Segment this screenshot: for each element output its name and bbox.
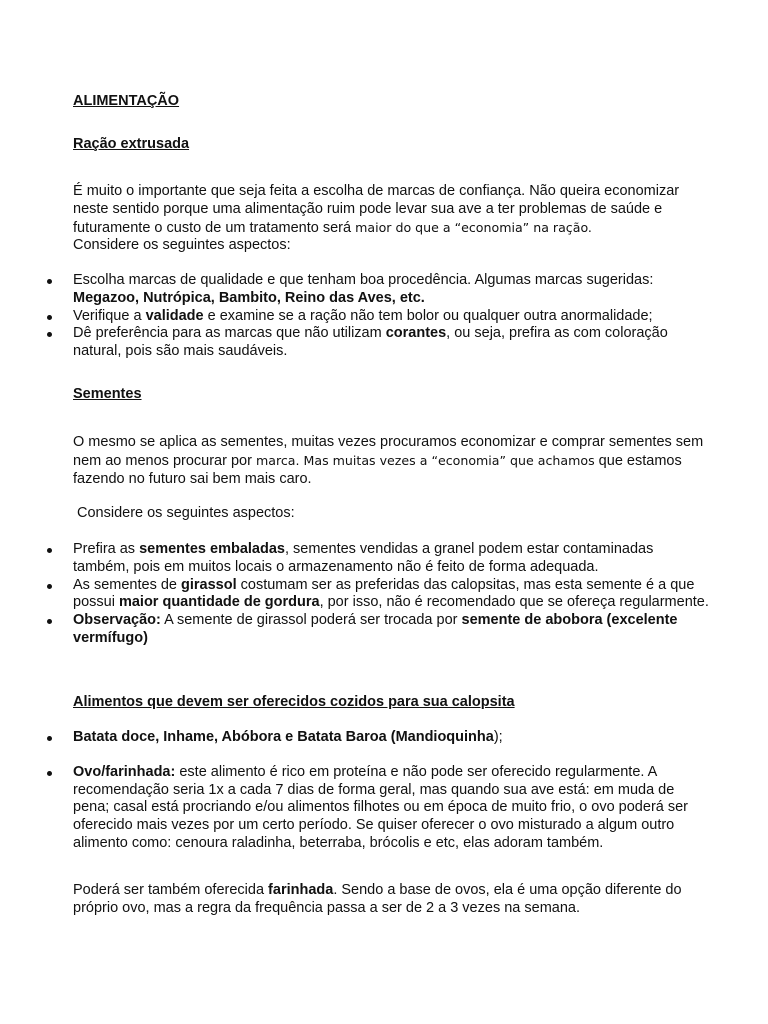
list-item — [0, 612, 713, 648]
bullet-bold-text: Batata doce, Inhame, Abóbora e Batata Baroa (Mandioquinha — [73, 729, 494, 745]
bullet-text: , por isso, não é recomendado que se ofereça regularmente. — [319, 594, 709, 611]
bullet-text: , sementes vendidas a granel podem estar contaminadas também, pois em muitos locais o armazenamento não é feito de forma adequada. — [73, 541, 654, 575]
bullet-bold-text: sementes embaladas — [139, 541, 285, 557]
list-item — [0, 764, 713, 853]
sementes-intro-text-end: que estamos fazendo no futuro sai bem mais caro. — [73, 452, 682, 487]
list-item — [0, 308, 713, 326]
bullet-text: Escolha marcas de qualidade e que tenham boa procedência. Algumas marcas sugeridas: — [73, 272, 654, 288]
sementes-consider-text: Considere os seguintes aspectos: — [77, 505, 295, 521]
bullet-text: Verifique a — [73, 307, 146, 324]
paragraph-text: . Sendo a base de ovos, ela é uma opção diferente do próprio ovo, mas a regra da frequência passa a ser de 2 a 3 vezes na semana. — [73, 882, 682, 916]
sementes-intro-paragraph — [73, 434, 713, 488]
racao-intro-text: É muito o importante que seja feita a escolha de marcas de confiança. Não queira economizar neste sentido porque uma alimentação ruim pode levar sua ave a ter problemas de saúde e futuramente o custo de um tratamento será — [73, 183, 680, 236]
bullet-text: As sementes de — [73, 576, 181, 593]
alimentos-bullet-list — [0, 729, 713, 853]
racao-intro-paragraph — [73, 183, 713, 255]
bullet-text: ); — [493, 729, 503, 745]
bullet-bold-text: Ovo/farinhada: — [73, 763, 176, 780]
bullet-bold-text: semente de abobora (excelente vermífugo) — [73, 612, 678, 646]
section-heading-alimentos-cozidos: Alimentos que devem ser oferecidos cozidos para sua calopsita — [73, 694, 515, 710]
bullet-text: Dê preferência para as marcas que não utilizam — [73, 325, 386, 342]
bullet-text: este alimento é rico em proteína e não pode ser oferecido regularmente. A recomendação seria 1x a cada 7 dias de forma geral, mas quando sua ave está: em muda de pena; casal está procriando e/ou alimentos filhotes ou em época de muito frio, o ovo poderá ser oferecido mais vezes por um certo período. Se quiser oferecer o ovo misturado a algum outro alimento como: cenoura raladinha, beterraba, brócolis e etc, elas adoram também. — [73, 763, 689, 851]
bullet-bold-text: corantes — [385, 325, 447, 342]
sementes-bullet-list — [0, 541, 713, 648]
paragraph-bold-text: farinhada — [268, 882, 334, 898]
racao-intro-alt-text: maior do que a “economia” na ração. — [355, 219, 592, 235]
sementes-intro-text: O mesmo se aplica as sementes, muitas vezes procuramos economizar e comprar sementes sem nem ao menos procurar por — [73, 434, 704, 469]
sementes-intro-alt-text: marca. Mas muitas vezes a “economia” que achamos — [255, 452, 595, 468]
document-title: ALIMENTAÇÃO — [73, 93, 180, 109]
racao-consider-text: Considere os seguintes aspectos: — [73, 237, 291, 254]
list-item — [0, 541, 713, 577]
list-item — [0, 729, 713, 747]
section-heading-racao: Ração extrusada — [73, 136, 190, 152]
suggested-brands: Megazoo, Nutrópica, Bambito, Reino das Aves, etc. — [73, 289, 425, 306]
list-item — [0, 272, 713, 308]
list-item — [0, 325, 713, 361]
paragraph-text: Poderá ser também oferecida — [73, 882, 269, 898]
bullet-bold-text: Observação: — [73, 612, 161, 629]
bullet-text: costumam ser as preferidas das calopsitas, mas esta semente é a que possui — [73, 576, 695, 611]
bullet-text: e examine se a ração não tem bolor ou qualquer outra anormalidade; — [203, 307, 653, 324]
bullet-text: A semente de girassol poderá ser trocada por — [160, 612, 462, 629]
farinhada-paragraph — [73, 882, 713, 918]
bullet-text: , ou seja, prefira as com coloração natural, pois são mais saudáveis. — [73, 325, 668, 360]
section-heading-sementes: Sementes — [73, 386, 142, 402]
bullet-text: Prefira as — [73, 541, 140, 557]
bullet-bold-text: validade — [145, 307, 204, 324]
list-item — [0, 577, 713, 613]
bullet-bold-text: girassol — [181, 576, 237, 593]
bullet-bold-text: maior quantidade de gordura — [118, 594, 320, 611]
racao-bullet-list — [0, 272, 713, 361]
